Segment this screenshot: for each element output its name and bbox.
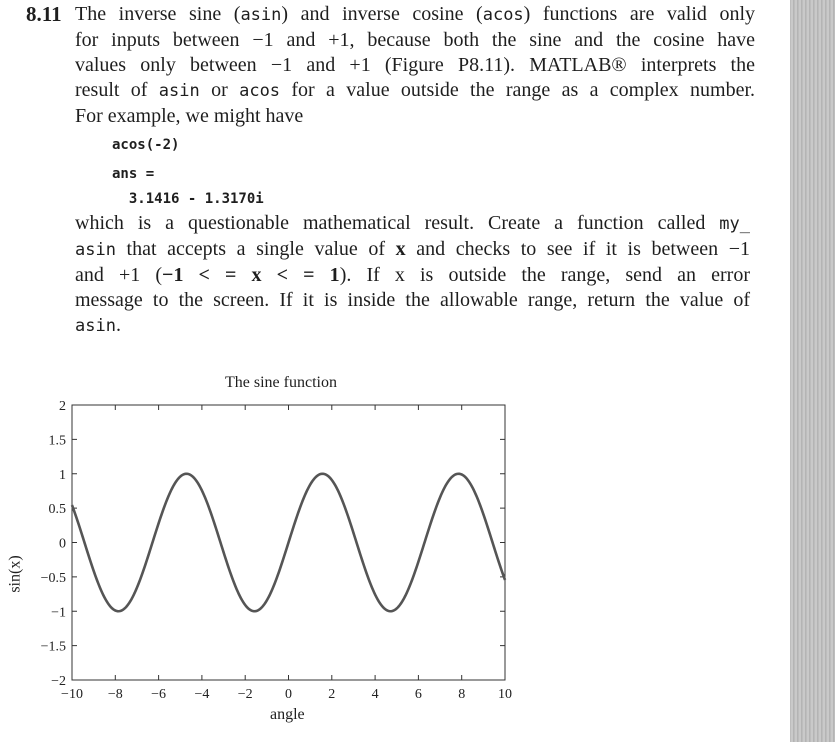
code-line: ans = <box>112 166 155 182</box>
text-run: message to the screen. If it is inside the allowable range, return the value of <box>75 289 750 311</box>
x-tick-label: −8 <box>107 687 123 702</box>
text-run: ) functions are valid only <box>523 3 755 25</box>
bold-math: −1 < = x < = 1 <box>162 264 340 286</box>
y-tick-label: 1 <box>59 467 66 483</box>
text-run: or <box>199 79 240 101</box>
inline-code: asin <box>240 5 282 25</box>
text-run: ) and inverse cosine ( <box>281 3 483 25</box>
y-tick-label: −2 <box>51 674 66 689</box>
x-tick-label: 8 <box>458 687 466 702</box>
y-tick-label: −0.5 <box>40 570 66 586</box>
inline-code: asin <box>75 240 116 260</box>
inline-code: acos <box>482 5 524 25</box>
problem-number: 8.11 <box>26 2 62 26</box>
text-run: for inputs between −1 and +1, because both the sine and the cosine have <box>75 29 755 51</box>
inline-code: acos <box>239 81 281 101</box>
x-tick-label: 6 <box>414 687 422 702</box>
x-tick-label: −6 <box>151 687 167 702</box>
text-run: ). If x is outside the range, send an error <box>339 264 750 286</box>
x-axis-label: angle <box>270 706 305 723</box>
text-run: . <box>115 314 121 336</box>
x-tick-label: 2 <box>328 687 336 702</box>
sine-line <box>72 474 505 612</box>
inline-code: asin <box>158 81 200 101</box>
y-tick-label: 2 <box>59 399 66 414</box>
x-tick-label: −2 <box>237 687 253 702</box>
text-run: which is a questionable mathematical result. Create a function called <box>75 212 720 234</box>
text-run: for a value outside the range as a complex number. <box>280 79 755 101</box>
text-run: that accepts a single value of <box>115 238 396 260</box>
y-tick-label: −1.5 <box>40 639 66 655</box>
text-run: The inverse sine ( <box>75 3 241 25</box>
inline-code: my_ <box>719 214 750 234</box>
chart-title: The sine function <box>225 374 337 391</box>
text-run: and checks to see if it is between −1 <box>405 238 750 260</box>
code-line: 3.1416 - 1.3170i <box>112 191 264 207</box>
x-tick-label: 0 <box>285 687 292 702</box>
text-run: values only between −1 and +1 (Figure P8.11). MATLAB® interprets the <box>75 54 755 76</box>
x-tick-label: −4 <box>194 687 210 702</box>
y-tick-label: 0.5 <box>48 502 66 518</box>
bold-math: x <box>395 238 406 260</box>
x-tick-label: 10 <box>498 687 512 702</box>
y-tick-label: 1.5 <box>48 433 66 449</box>
y-tick-label: 0 <box>59 536 66 552</box>
x-tick-label: −10 <box>61 687 83 702</box>
x-tick-label: 4 <box>371 687 379 702</box>
text-run: For example, we might have <box>75 105 304 127</box>
code-line: acos(-2) <box>112 137 180 153</box>
text-run: and +1 ( <box>75 264 163 286</box>
inline-code: asin <box>75 316 116 336</box>
y-tick-label: −1 <box>51 605 66 621</box>
y-axis-label: sin(x) <box>6 555 24 593</box>
text-run: result of <box>75 79 159 101</box>
